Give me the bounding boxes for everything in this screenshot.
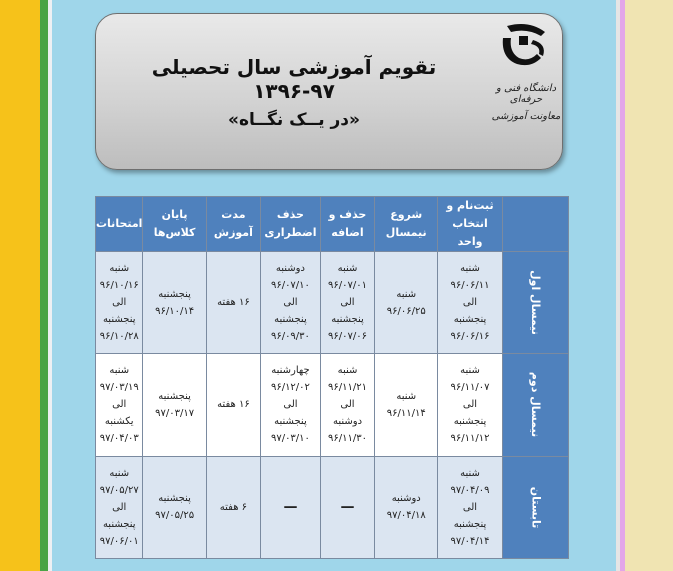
right-pink-border	[620, 0, 625, 571]
left-yellow-border	[0, 0, 40, 571]
table-cell: شنبه ۹۶/۰۶/۱۱ الی پنجشنبه ۹۶/۰۶/۱۶	[438, 252, 502, 354]
corner-cell	[502, 197, 568, 252]
header-semester-start: شروع نیمسال	[375, 197, 438, 252]
row-label	[502, 456, 568, 558]
semester-label: نیمسال دوم	[528, 372, 542, 438]
table-cell: ۱۶ هفته	[206, 252, 260, 354]
table-cell: دوشنبه ۹۷/۰۴/۱۸	[375, 456, 438, 558]
table-cell: ۱۶ هفته	[206, 354, 260, 456]
table-header-row	[96, 197, 569, 252]
row-label	[502, 354, 568, 456]
header-add-drop: حذف و اضافه	[320, 197, 374, 252]
table-row	[96, 252, 569, 354]
table-cell: چهارشنبه ۹۶/۱۲/۰۲ الی پنجشنبه ۹۷/۰۳/۱۰	[261, 354, 321, 456]
page-title: تقویم آموزشی سال تحصیلی ۹۷-۱۳۹۶	[151, 55, 437, 103]
page-subtitle: «در یــک نگــاه»	[227, 110, 361, 130]
university-logo	[497, 22, 553, 70]
table-cell: پنجشنبه ۹۷/۰۳/۱۷	[143, 354, 206, 456]
left-green-border	[40, 0, 48, 571]
table-cell: ۶ هفته	[206, 456, 260, 558]
table-cell: —	[261, 456, 321, 558]
table-cell: شنبه ۹۷/۰۴/۰۹ الی پنجشنبه ۹۷/۰۴/۱۴	[438, 456, 502, 558]
header-duration: مدت آموزش	[206, 197, 260, 252]
table-cell: شنبه ۹۶/۱۱/۲۱ الی دوشنبه ۹۶/۱۱/۳۰	[320, 354, 374, 456]
semester-label: نیمسال اول	[528, 270, 542, 336]
table-cell: پنجشنبه ۹۷/۰۵/۲۵	[143, 456, 206, 558]
table-cell: پنجشنبه ۹۶/۱۰/۱۴	[143, 252, 206, 354]
table-cell: شنبه ۹۶/۰۶/۲۵	[375, 252, 438, 354]
table-row	[96, 456, 569, 558]
table-cell: شنبه ۹۷/۰۵/۲۷ الی پنجشنبه ۹۷/۰۶/۰۱	[96, 456, 143, 558]
header-classes-end: پایان کلاس‌ها	[143, 197, 206, 252]
header-exams: امتحانات	[96, 197, 143, 252]
table-row	[96, 354, 569, 456]
header-registration: ثبت‌نام و انتخاب واحد	[438, 197, 502, 252]
header-emergency-drop: حذف اضطراری	[261, 197, 321, 252]
table-cell: دوشنبه ۹۶/۰۷/۱۰ الی پنجشنبه ۹۶/۰۹/۳۰	[261, 252, 321, 354]
department-name: معاونت آموزشی	[491, 111, 561, 122]
row-label	[502, 252, 568, 354]
table-cell: شنبه ۹۶/۱۱/۰۷ الی پنجشنبه ۹۶/۱۱/۱۲	[438, 354, 502, 456]
semester-label: تابستان	[528, 486, 542, 529]
table-cell: شنبه ۹۷/۰۳/۱۹ الی یکشنبه ۹۷/۰۴/۰۳	[96, 354, 143, 456]
table-cell: شنبه ۹۶/۱۱/۱۴	[375, 354, 438, 456]
university-name: دانشگاه فنی و حرفه‌ای	[495, 83, 557, 105]
table-cell: شنبه ۹۶/۱۰/۱۶ الی پنجشنبه ۹۶/۱۰/۲۸	[96, 252, 143, 354]
table-cell: شنبه ۹۶/۰۷/۰۱ الی پنجشنبه ۹۶/۰۷/۰۶	[320, 252, 374, 354]
academic-calendar-table	[95, 196, 569, 559]
table-cell: —	[320, 456, 374, 558]
